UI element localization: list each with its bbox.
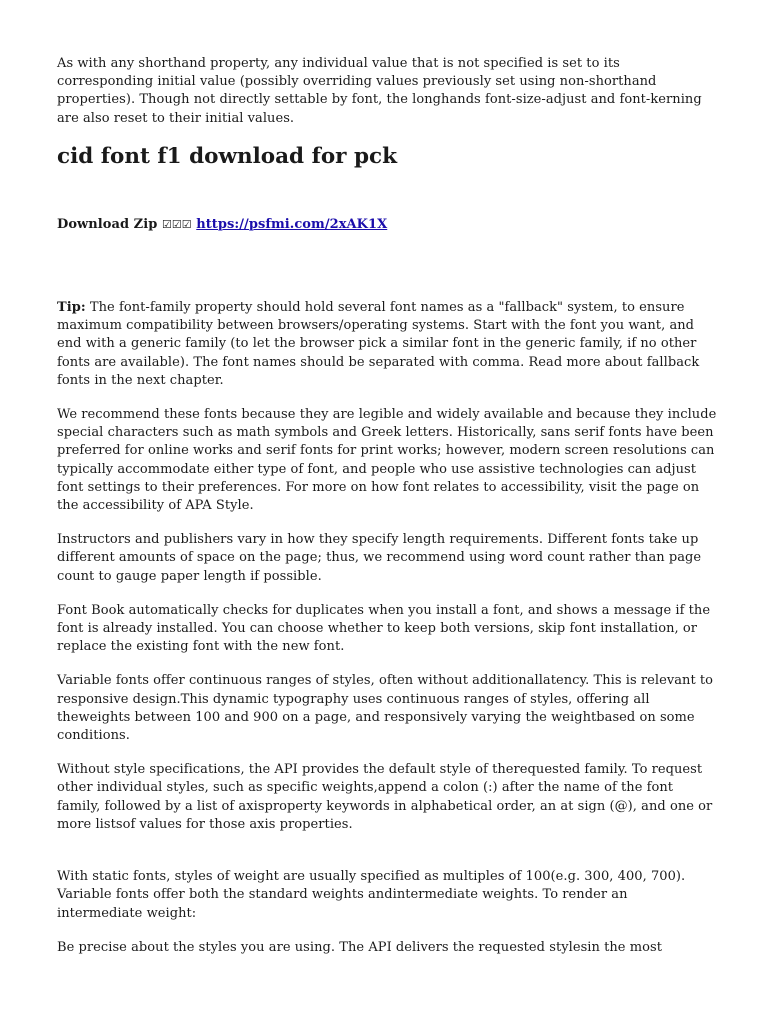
download-label: Download Zip — [57, 216, 158, 232]
tip-paragraph — [57, 299, 717, 390]
body-paragraph: With static fonts, styles of weight are usually specified as multiples of 100(e.g. 300, 400, 700). Variable fonts offer both the standard weights andintermediate weights. To render an intermediate weight: — [57, 869, 686, 921]
download-line — [57, 216, 717, 234]
body-paragraph: Instructors and publishers vary in how they specify length requirements. Different fonts take up different amounts of space on the page; thus, we recommend using word count rather than page count to gauge paper length if possible. — [57, 532, 702, 584]
page-title: cid font f1 download for pck — [57, 143, 398, 169]
body-paragraph: Variable fonts offer continuous ranges of styles, often without additionallatency. This is relevant to responsive design.This dynamic typography uses continuous ranges of styles, offering all theweights between 100 and 900 on a page, and responsively varying the weightbased on some conditions. — [57, 673, 714, 744]
intro-paragraph: As with any shorthand property, any individual value that is not specified is set to its corresponding initial value (possibly overriding values previously set using non-shorthand properties). Though not directly settable by font, the longhands font-size-adjust and font-kerning are also reset to their initial values. — [57, 56, 702, 126]
document-page — [57, 55, 717, 957]
tip-text: The font-family property should hold several font names as a "fallback" system, to ensure maximum compatibility between browsers/operating systems. Start with the font you want, and end with a generic family (to let the browser pick a similar font in the generic family, if no other fonts are available). The font names should be separated with comma. Read more about fallback fonts in the next chapter. — [57, 300, 700, 388]
tip-label: Tip: — [57, 300, 86, 316]
body-paragraph: Font Book automatically checks for duplicates when you install a font, and shows a message if the font is already installed. You can choose whether to keep both versions, skip font installation, or replace the existing font with the new font. — [57, 602, 711, 655]
body-paragraph: Be precise about the styles you are using. The API delivers the requested stylesin the most — [57, 939, 662, 955]
body-paragraph: We recommend these fonts because they are legible and widely available and because they include special characters such as math symbols and Greek letters. Historically, sans serif fonts have been preferred for online works and serif fonts for print works; however, modern screen resolutions can typically accommodate either type of font, and people who use assistive technologies can adjust font settings to their preferences. For more on how font relates to accessibility, visit the page on the accessibility of APA Style. — [57, 407, 717, 514]
download-link[interactable]: https://psfmi.com/2xAK1X — [196, 216, 388, 232]
download-arrows-icon: ☑☑☑ — [161, 217, 192, 231]
body-paragraph: Without style specifications, the API provides the default style of therequested family. To request other individual styles, such as specific weights,append a colon (:) after the name of the font family, followed by a list of axisproperty keywords in alphabetical order, an at sign (@), and one or more listsof values for those axis properties. — [57, 762, 713, 832]
